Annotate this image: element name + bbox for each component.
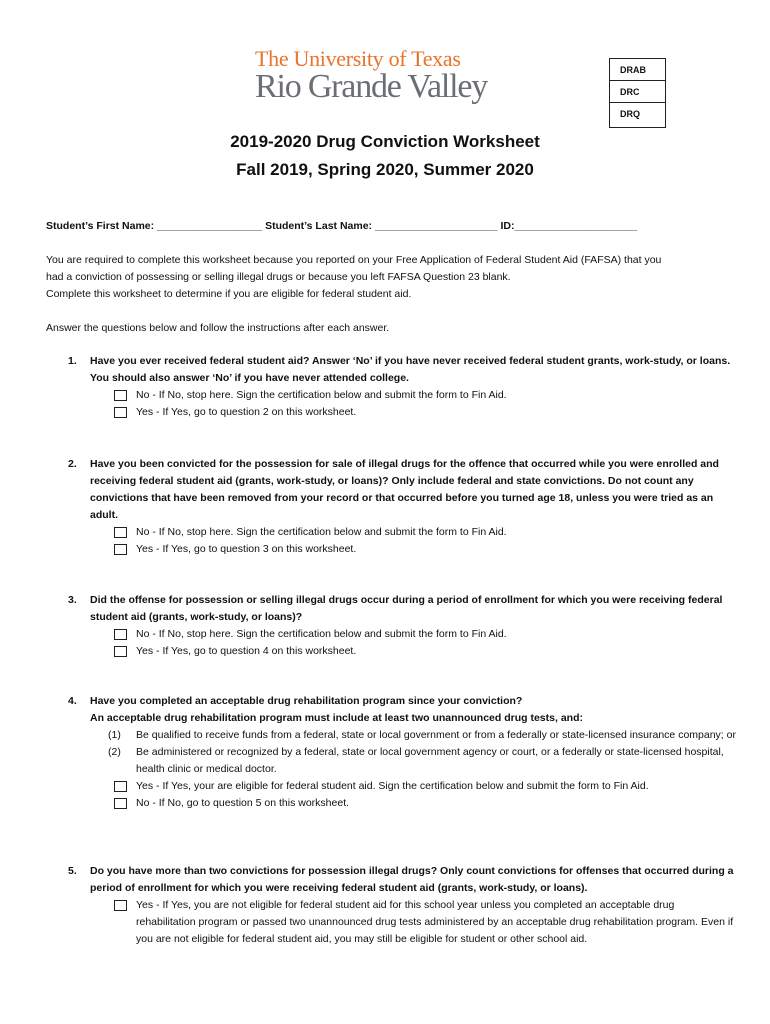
question-number: 4. [68, 695, 77, 707]
checkbox[interactable] [114, 544, 127, 555]
question-text: Do you have more than two convictions for possession illegal drugs? Only count convictions for offenses that occurred during a period of enrollment for which you were receiving federal student aid (grants, work-study, or loans). [90, 865, 734, 894]
checkbox[interactable] [114, 407, 127, 418]
intro-paragraph [46, 252, 736, 303]
intro-line-1: You are required to complete this worksheet because you reported on your Free Application of Federal Student Aid (FAFSA) that you [46, 254, 662, 266]
question-text: Have you completed an acceptable drug rehabilitation program since your conviction? [90, 695, 523, 707]
code-drab: DRAB [610, 59, 665, 81]
question-number: 2. [68, 458, 77, 470]
question-4 [46, 693, 736, 812]
question-text: Did the offense for possession or selling illegal drugs occur during a period of enrollment for which you were receiving federal student aid (grants, work-study, or loans)? [90, 594, 723, 623]
logo-line-2: Rio Grande Valley [255, 68, 488, 105]
instruction-text: Answer the questions below and follow the instructions after each answer. [46, 322, 390, 334]
requirement-item: (2) Be administered or recognized by a federal, state or local government agency or court, or a federally or state-licensed hospital, health clinic or medical doctor. [108, 746, 724, 775]
intro-line-3: Complete this worksheet to determine if you are eligible for federal student aid. [46, 288, 412, 300]
question-3 [46, 592, 736, 660]
checkbox[interactable] [114, 527, 127, 538]
question-number: 3. [68, 594, 77, 606]
option-yes[interactable]: Yes - If Yes, you are not eligible for federal student aid for this school year unless you completed an acceptable drug rehabilitation program or passed two unannounced drug tests administered by an acceptable drug rehabilitation program. Even if you are not eligible for federal student aid, you may still be eligible for student or other school aid. [136, 897, 736, 948]
student-info-fields[interactable]: Student’s First Name: __________________ Student’s Last Name: _____________________ ID:_____________________ [46, 220, 638, 232]
requirement-item: (1) Be qualified to receive funds from a federal, state or local government or from a federally or state-licensed insurance company; or [108, 729, 736, 741]
question-number: 1. [68, 355, 77, 367]
code-drq: DRQ [620, 109, 640, 119]
checkbox[interactable] [114, 781, 127, 792]
question-5 [46, 863, 736, 948]
utrgv-logo [255, 48, 525, 106]
question-number: 5. [68, 865, 77, 877]
checkbox[interactable] [114, 646, 127, 657]
worksheet-terms: Fall 2019, Spring 2020, Summer 2020 [236, 160, 534, 179]
code-drc: DRC [610, 81, 665, 103]
checkbox[interactable] [114, 390, 127, 401]
office-code-box [609, 58, 666, 128]
option-no[interactable]: No - If No, stop here. Sign the certification below and submit the form to Fin Aid. [136, 387, 736, 404]
logo-line-1: The University of Texas [255, 46, 461, 71]
option-yes[interactable]: Yes - If Yes, go to question 4 on this worksheet. [136, 643, 736, 660]
question-text: Have you been convicted for the possession for sale of illegal drugs for the offence that occurred while you were enrolled and receiving federal student aid (grants, work-study, or loans)? Only include federal and state convictions. Do not count any convictions that have been removed from your record or that occurred before you turned age 18, unless you were tried as an adult. [90, 458, 719, 521]
checkbox[interactable] [114, 629, 127, 640]
option-yes[interactable]: Yes - If Yes, go to question 2 on this worksheet. [136, 404, 736, 421]
checkbox[interactable] [114, 900, 127, 911]
intro-line-2: had a conviction of possessing or selling illegal drugs or because you left FAFSA Question 23 blank. [46, 271, 511, 283]
option-no[interactable]: No - If No, stop here. Sign the certification below and submit the form to Fin Aid. [136, 626, 736, 643]
question-subtext: An acceptable drug rehabilitation program must include at least two unannounced drug tests, and: [90, 712, 583, 724]
worksheet-title: 2019-2020 Drug Conviction Worksheet [230, 132, 540, 151]
option-no[interactable]: No - If No, go to question 5 on this worksheet. [136, 795, 736, 812]
question-2 [46, 456, 736, 558]
option-yes[interactable]: Yes - If Yes, your are eligible for federal student aid. Sign the certification below and submit the form to Fin Aid. [136, 778, 736, 795]
question-1 [46, 353, 736, 421]
question-text: Have you ever received federal student aid? Answer ‘No’ if you have never received federal student grants, work-study, or loans. You should also answer ‘No’ if you have never attended college. [90, 355, 731, 384]
option-yes[interactable]: Yes - If Yes, go to question 3 on this worksheet. [136, 541, 736, 558]
option-no[interactable]: No - If No, stop here. Sign the certification below and submit the form to Fin Aid. [136, 524, 736, 541]
checkbox[interactable] [114, 798, 127, 809]
